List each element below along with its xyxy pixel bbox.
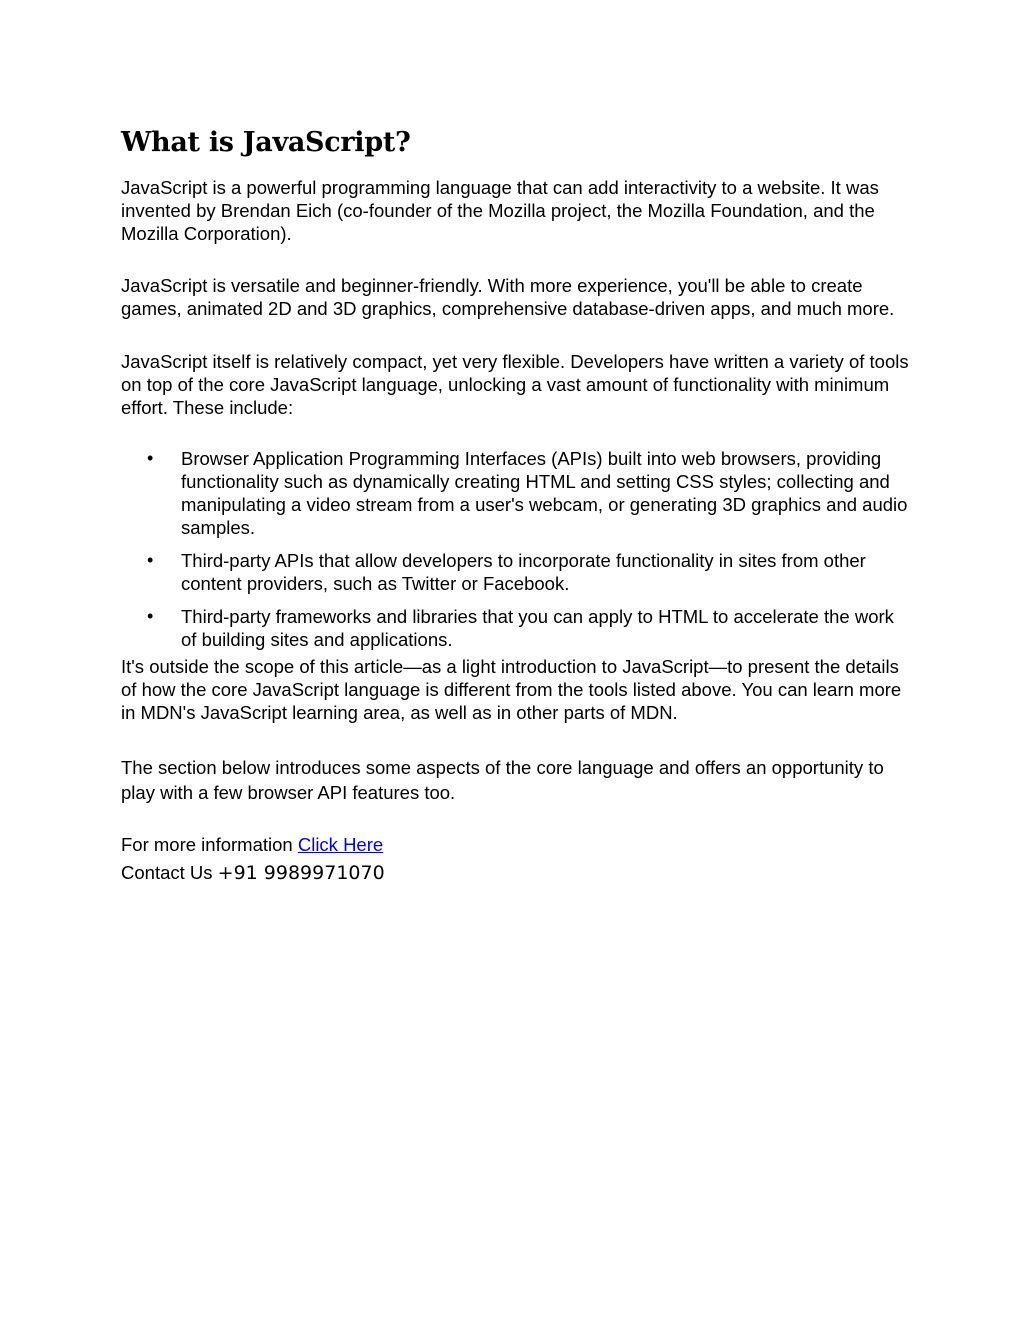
list-item [121, 549, 911, 595]
contact-label: Contact Us [121, 862, 213, 883]
list-item-text: Third-party APIs that allow developers to incorporate functionality in sites from other content providers, such as Twitter or Facebook. [181, 550, 866, 594]
tools-paragraph: JavaScript itself is relatively compact, yet very flexible. Developers have written a variety of tools on top of the core JavaScript language, unlocking a vast amount of functionality with minimum effort. These include: [121, 351, 909, 418]
list-item-text: Browser Application Programming Interfaces (APIs) built into web browsers, providing functionality such as dynamically creating HTML and setting CSS styles; collecting and manipulating a video stream from a user's webcam, or generating 3D graphics and audio samples. [181, 448, 908, 538]
versatility-paragraph: JavaScript is versatile and beginner-friendly. With more experience, you'll be able to create games, animated 2D and 3D graphics, comprehensive database-driven apps, and much more. [121, 275, 895, 319]
bullet-icon: • [147, 550, 154, 570]
intro-paragraph: JavaScript is a powerful programming language that can add interactivity to a website. It was invented by Brendan Eich (co-founder of the Mozilla project, the Mozilla Foundation, and the Mozilla Corporation). [121, 177, 879, 244]
contact-line [121, 859, 911, 887]
page-title: What is JavaScript? [121, 127, 411, 158]
document-page [121, 124, 911, 887]
bullet-icon: • [147, 448, 154, 468]
list-item [121, 605, 911, 651]
tools-list [121, 447, 911, 651]
section-intro-paragraph: The section below introduces some aspects of the core language and offers an opportunity to play with a few browser API features too. [121, 757, 884, 803]
scope-paragraph: It's outside the scope of this article—as a light introduction to JavaScript—to present the details of how the core JavaScript language is different from the tools listed above. You can learn more in MDN's JavaScript learning area, as well as in other parts of MDN. [121, 656, 902, 723]
bullet-icon: • [147, 606, 154, 626]
click-here-link[interactable]: Click Here [297, 834, 384, 855]
more-info-line [121, 831, 911, 859]
contact-phone: +91 9989971070 [217, 862, 385, 884]
list-item-text: Third-party frameworks and libraries that you can apply to HTML to accelerate the work of building sites and applications. [181, 606, 894, 650]
more-info-label: For more information [121, 834, 293, 855]
list-item [121, 447, 911, 539]
